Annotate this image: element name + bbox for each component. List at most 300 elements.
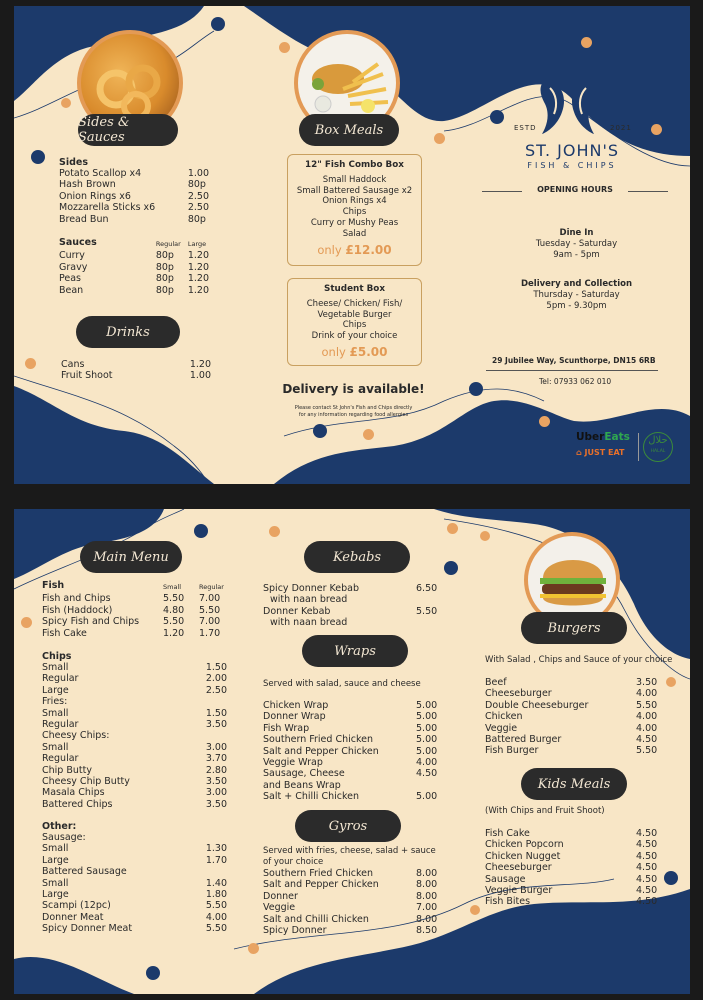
item-name: Small <box>42 843 69 855</box>
item-name: Southern Fried Chicken <box>263 868 373 879</box>
item-name: Battered Chips <box>42 798 113 810</box>
menu-page-front <box>14 6 690 484</box>
item-price: 8.00 <box>416 879 438 891</box>
item-price: 5.50 <box>636 699 658 711</box>
decor-dot <box>666 677 676 687</box>
item-name: Cheesy Chips: <box>42 730 110 742</box>
telephone: Tel: 07933 062 010 <box>539 377 612 386</box>
large-price: 1.20 <box>187 284 209 296</box>
decor-dot <box>447 523 458 534</box>
item-price: 4.50 <box>636 862 658 874</box>
small-price: 4.80 <box>163 604 185 616</box>
item-price: 1.50 <box>205 662 227 673</box>
only-label: only <box>317 242 342 257</box>
menu-row <box>59 214 209 225</box>
item-name: Large <box>42 684 69 696</box>
gyros-section <box>263 868 438 936</box>
item-name: Fish (Haddock) <box>42 604 113 616</box>
item-price: 8.00 <box>416 913 438 925</box>
item-price: 4.50 <box>416 768 438 780</box>
item-name: Onion Rings x6 <box>59 190 131 202</box>
item-name: Chicken Popcorn <box>485 839 564 851</box>
box-line: Salad <box>342 228 367 239</box>
item-name: Veggie Burger <box>485 885 553 897</box>
item-price: 3.50 <box>636 677 658 688</box>
menu-row <box>42 776 227 787</box>
item-name: Peas <box>59 273 82 285</box>
menu-row <box>42 866 227 877</box>
menu-row <box>263 879 438 890</box>
gyros-table <box>263 868 438 936</box>
item-price: 3.00 <box>205 787 227 799</box>
drinks-label: Drinks <box>76 316 180 348</box>
item-price: 8.00 <box>416 868 438 879</box>
decor-dot <box>539 416 550 427</box>
decor-dot <box>651 124 662 135</box>
combo-contents <box>288 175 421 240</box>
regular-price: 80p <box>155 250 174 262</box>
menu-row <box>263 891 438 902</box>
decor-dot <box>248 943 259 954</box>
student-contents <box>288 299 421 342</box>
menu-row <box>42 855 227 866</box>
item-name: Fish Wrap <box>263 722 310 734</box>
menu-row <box>485 723 658 734</box>
small-price: 1.20 <box>163 627 185 639</box>
item-name: Chip Butty <box>42 764 92 776</box>
menu-row <box>263 583 438 594</box>
regular-price: 80p <box>155 284 174 296</box>
item-name: Small <box>42 662 69 673</box>
menu-row <box>59 191 209 202</box>
item-price: 6.50 <box>416 583 438 594</box>
decor-dot <box>25 358 36 369</box>
item-price: 4.50 <box>636 734 658 746</box>
other-section <box>42 821 227 935</box>
box-line: Small Haddock <box>322 174 387 185</box>
item-name: Battered Sausage <box>42 866 127 878</box>
item-price: 2.50 <box>187 202 209 214</box>
item-name: Spicy Donner Meat <box>42 923 133 935</box>
combo-title: 12" Fish Combo Box <box>305 160 404 170</box>
item-name: Masala Chips <box>42 787 105 799</box>
item-price: 4.00 <box>416 757 438 769</box>
kids-note: (With Chips and Fruit Shoot) <box>485 806 605 816</box>
kebabs-label: Kebabs <box>304 541 410 573</box>
gyros-note-line: Served with fries, cheese, salad + sauce <box>263 846 436 856</box>
item-price: 4.00 <box>636 722 658 734</box>
item-price: 1.70 <box>205 854 227 866</box>
menu-row <box>263 746 438 757</box>
item-price: 3.50 <box>205 776 227 788</box>
menu-row <box>485 839 658 850</box>
item-price: 1.20 <box>189 359 211 370</box>
allergy-note <box>276 405 431 418</box>
item-name: Spicy Donner <box>263 925 327 937</box>
gyros-note-line: of your choice <box>263 857 324 867</box>
menu-row <box>42 799 227 810</box>
fish-combo-box <box>287 154 422 266</box>
regular-price: 7.00 <box>199 616 221 628</box>
item-name: Cheesy Chip Butty <box>42 776 130 788</box>
item-name: Chicken Wrap <box>263 700 329 711</box>
menu-row <box>263 711 438 722</box>
divider <box>486 370 658 371</box>
item-price: 5.00 <box>416 791 438 803</box>
empty-cell <box>416 617 438 628</box>
item-price: 4.50 <box>636 850 658 862</box>
uber-eats-logo[interactable] <box>576 431 630 443</box>
menu-row <box>263 757 438 768</box>
item-name: Cheeseburger <box>485 688 552 700</box>
sauces-table <box>59 237 209 296</box>
kids-section <box>485 828 658 908</box>
large-column-header: Large <box>187 240 207 248</box>
menu-row <box>59 273 209 284</box>
menu-row <box>263 723 438 734</box>
combo-price-value: £12.00 <box>345 242 392 257</box>
regular-price: 80p <box>155 261 174 273</box>
menu-row <box>485 828 658 839</box>
item-name: Sausage: <box>42 832 86 843</box>
menu-row <box>42 605 227 616</box>
item-name: Beef <box>485 677 507 688</box>
decor-dot <box>581 37 592 48</box>
item-name: Salt and Pepper Chicken <box>263 745 379 757</box>
item-name: Cheeseburger <box>485 862 552 874</box>
menu-row <box>42 593 227 604</box>
item-price: 7.00 <box>416 902 438 914</box>
item-name: Veggie <box>263 902 296 914</box>
box-line: Vegetable Burger <box>317 309 392 320</box>
divider <box>638 433 639 461</box>
wraps-label: Wraps <box>302 635 408 667</box>
regular-price: 80p <box>155 273 174 285</box>
item-subtext: with naan bread <box>270 617 348 629</box>
item-price: 5.50 <box>205 900 227 912</box>
student-price-value: £5.00 <box>349 344 388 359</box>
item-name: Sausage, Cheese <box>263 768 345 780</box>
item-name: Bread Bun <box>59 213 109 225</box>
item-price: 5.50 <box>636 745 658 757</box>
menu-row <box>485 734 658 745</box>
item-price: 5.00 <box>416 700 438 711</box>
menu-row <box>485 745 658 756</box>
item-price: 2.80 <box>205 764 227 776</box>
burgers-note: With Salad , Chips and Sauce of your choice <box>485 655 673 665</box>
menu-row <box>263 700 438 711</box>
item-price: 4.00 <box>636 688 658 700</box>
just-eat-text: JUST EAT <box>584 448 625 457</box>
small-column-header: Small <box>163 583 182 591</box>
regular-price: 7.00 <box>199 593 221 605</box>
halal-text: HALAL <box>650 449 666 454</box>
item-price: 1.50 <box>205 707 227 719</box>
item-name: Fish Burger <box>485 745 539 757</box>
item-price: 4.50 <box>636 828 658 839</box>
decor-dot <box>363 429 374 440</box>
item-name: Salt + Chilli Chicken <box>263 791 359 803</box>
combo-price <box>288 242 421 257</box>
gyros-label: Gyros <box>295 810 401 842</box>
dine-in-days: Tuesday - Saturday <box>535 239 618 249</box>
menu-row <box>485 700 658 711</box>
item-price: 3.00 <box>205 741 227 753</box>
delivery-collection-days: Thursday - Saturday <box>533 290 620 300</box>
brand-name: ST. JOHN'S <box>524 141 620 160</box>
dine-in-title: Dine In <box>559 228 594 238</box>
item-name: Donner Kebab <box>263 605 331 617</box>
menu-row <box>485 862 658 873</box>
chips-section <box>42 651 227 810</box>
regular-price: 5.50 <box>199 604 221 616</box>
menu-row <box>42 742 227 753</box>
item-subtext: with naan bread <box>270 594 348 606</box>
item-name: Double Cheeseburger <box>485 699 589 711</box>
item-name: Large <box>42 854 69 866</box>
menu-row <box>42 832 227 843</box>
item-name: Southern Fried Chicken <box>263 734 373 746</box>
item-price <box>206 866 227 877</box>
decor-dot <box>279 42 290 53</box>
fish-table <box>42 580 227 639</box>
item-price: 4.50 <box>636 896 658 908</box>
item-name: Cans <box>61 359 85 370</box>
small-price: 5.50 <box>163 593 185 605</box>
drinks-table <box>61 359 211 382</box>
decor-dot <box>21 617 32 628</box>
menu-row <box>42 696 227 707</box>
menu-row <box>485 677 658 688</box>
house-icon: ⌂ <box>576 448 582 457</box>
item-price: 5.00 <box>416 745 438 757</box>
delivery-collection-times: 5pm - 9.30pm <box>546 301 607 311</box>
box-line: Onion Rings x4 <box>322 196 387 207</box>
item-price: 4.00 <box>205 911 227 923</box>
item-name: Battered Burger <box>485 734 562 746</box>
allergy-note-line: Please contact St John's Fish and Chips directly <box>294 405 413 411</box>
item-name: Potato Scallop x4 <box>59 168 142 179</box>
halal-arabic-icon: حلال <box>648 435 668 446</box>
menu-row <box>42 662 227 673</box>
decor-dot <box>490 110 504 124</box>
item-name: Fruit Shoot <box>61 370 113 382</box>
item-price: 4.50 <box>636 873 658 885</box>
item-price: 4.50 <box>636 885 658 897</box>
kids-meals-label: Kids Meals <box>521 768 627 800</box>
menu-row <box>42 787 227 798</box>
large-price: 1.20 <box>187 273 209 285</box>
box-line: Cheese/ Chicken/ Fish/ <box>306 298 403 309</box>
item-name: Small <box>42 877 69 889</box>
menu-page-inside <box>14 509 690 994</box>
student-box <box>287 278 422 366</box>
item-price: 5.50 <box>205 923 227 935</box>
decor-dot <box>444 561 458 575</box>
item-price: 5.00 <box>416 722 438 734</box>
item-price: 80p <box>187 213 206 225</box>
item-price: 80p <box>187 179 206 191</box>
address: 29 Jubilee Way, Scunthorpe, DN15 6RB <box>492 356 656 365</box>
eats-text: Eats <box>604 431 630 443</box>
menu-row <box>42 900 227 911</box>
sides-section <box>59 157 209 225</box>
dine-in-hours <box>514 228 639 261</box>
decor-dot <box>194 524 208 538</box>
small-price: 5.50 <box>163 616 185 628</box>
main-menu-label: Main Menu <box>80 541 182 573</box>
burgers-section <box>485 677 658 757</box>
opening-hours-label: OPENING HOURS <box>522 185 628 194</box>
decor-dot <box>269 526 280 537</box>
item-name: Chicken <box>485 711 523 723</box>
sides-sauces-label: Sides & Sauces <box>78 114 178 146</box>
item-price: 5.00 <box>416 734 438 746</box>
wraps-table <box>263 700 438 803</box>
wraps-section <box>263 700 438 803</box>
decor-dot <box>211 17 225 31</box>
item-name: Chicken Nugget <box>485 850 561 862</box>
box-line: Chips <box>342 207 367 218</box>
dine-in-times: 9am - 5pm <box>553 250 600 260</box>
item-price: 1.80 <box>205 889 227 901</box>
menu-row <box>263 594 438 605</box>
regular-column-header: Regular <box>155 240 181 248</box>
menu-row <box>263 780 438 791</box>
menu-row <box>42 685 227 696</box>
menu-row <box>61 359 211 370</box>
decor-dot <box>480 531 490 541</box>
menu-row <box>263 734 438 745</box>
menu-row <box>42 730 227 741</box>
item-name: Fish Cake <box>42 627 87 639</box>
gyros-note <box>263 846 438 868</box>
allergy-note-line: for any information regarding food allergies <box>298 411 409 418</box>
item-price: 2.50 <box>187 190 209 202</box>
estd-label: ESTD <box>514 124 537 132</box>
sides-table <box>59 168 209 225</box>
decor-dot <box>470 905 480 915</box>
menu-row <box>485 896 658 907</box>
kebabs-table <box>263 583 438 629</box>
chips-heading: Chips <box>42 651 72 662</box>
menu-row <box>59 168 209 179</box>
sauces-section <box>59 237 209 296</box>
item-name: Mozzarella Sticks x6 <box>59 202 156 214</box>
sides-heading: Sides <box>59 157 88 168</box>
box-line: Chips <box>342 320 367 331</box>
delivery-available: Delivery is available! <box>282 382 425 396</box>
item-name: Regular <box>42 719 79 731</box>
menu-row <box>42 843 227 854</box>
item-name: Hash Brown <box>59 179 116 191</box>
item-name: Fish and Chips <box>42 593 111 605</box>
burgers-label: Burgers <box>521 612 627 644</box>
menu-row <box>263 902 438 913</box>
item-price: 5.50 <box>416 605 438 617</box>
menu-row <box>485 874 658 885</box>
empty-cell <box>416 594 438 605</box>
item-name: Curry <box>59 250 85 262</box>
student-title: Student Box <box>323 284 386 294</box>
other-table <box>42 832 227 935</box>
item-price: 3.50 <box>205 719 227 731</box>
regular-column-header: Regular <box>199 583 224 591</box>
decor-dot <box>146 966 160 980</box>
student-price <box>288 344 421 359</box>
only-label: only <box>321 344 346 359</box>
other-heading: Other: <box>42 821 77 832</box>
just-eat-logo[interactable] <box>576 448 625 457</box>
uber-text: Uber <box>576 431 605 443</box>
delivery-collection-title: Delivery and Collection <box>520 279 633 289</box>
item-price: 1.00 <box>187 168 209 179</box>
decor-dot <box>61 98 71 108</box>
regular-price: 1.70 <box>199 627 221 639</box>
halal-badge <box>643 432 673 462</box>
menu-row <box>263 791 438 802</box>
burgers-table <box>485 677 658 757</box>
item-price: 8.00 <box>416 890 438 902</box>
menu-row <box>263 617 438 628</box>
large-price: 1.20 <box>187 250 209 262</box>
brand-tagline: FISH & CHIPS <box>527 161 617 170</box>
box-line: Curry or Mushy Peas <box>310 217 399 228</box>
item-name: Fries: <box>42 696 68 708</box>
kids-table <box>485 828 658 908</box>
menu-row <box>42 708 227 719</box>
menu-row <box>42 753 227 764</box>
menu-row <box>485 711 658 722</box>
menu-row <box>42 912 227 923</box>
item-name: Large <box>42 889 69 901</box>
item-price <box>206 696 227 707</box>
menu-row <box>485 851 658 862</box>
item-price: 3.50 <box>205 798 227 810</box>
large-price: 1.20 <box>187 261 209 273</box>
kebabs-section <box>263 583 438 629</box>
item-name: Salt and Chilli Chicken <box>263 913 369 925</box>
menu-row <box>42 673 227 684</box>
item-name: Spicy Donner Kebab <box>263 583 359 594</box>
item-price: 1.40 <box>205 877 227 889</box>
menu-row <box>263 606 438 617</box>
menu-row <box>59 285 209 296</box>
fish-heading: Fish <box>42 580 65 591</box>
menu-row <box>61 370 211 381</box>
decor-dot <box>434 133 445 144</box>
menu-row <box>42 923 227 934</box>
item-name: Donner Wrap <box>263 711 326 723</box>
item-price: 8.50 <box>416 925 438 937</box>
item-price: 2.00 <box>205 673 227 685</box>
menu-row <box>59 202 209 213</box>
item-price: 4.50 <box>636 839 658 851</box>
item-price <box>416 780 438 791</box>
item-name: Donner Meat <box>42 911 104 923</box>
box-line: Drink of your choice <box>311 331 398 342</box>
item-price <box>206 832 227 843</box>
wraps-note: Served with salad, sauce and cheese <box>263 679 421 689</box>
menu-row <box>485 885 658 896</box>
item-name: Regular <box>42 673 79 685</box>
box-line: Small Battered Sausage x2 <box>296 185 413 196</box>
decor-dot <box>469 382 483 396</box>
item-name: Spicy Fish and Chips <box>42 616 140 628</box>
menu-row <box>42 878 227 889</box>
item-price: 5.00 <box>416 711 438 723</box>
box-meals-label: Box Meals <box>299 114 399 146</box>
